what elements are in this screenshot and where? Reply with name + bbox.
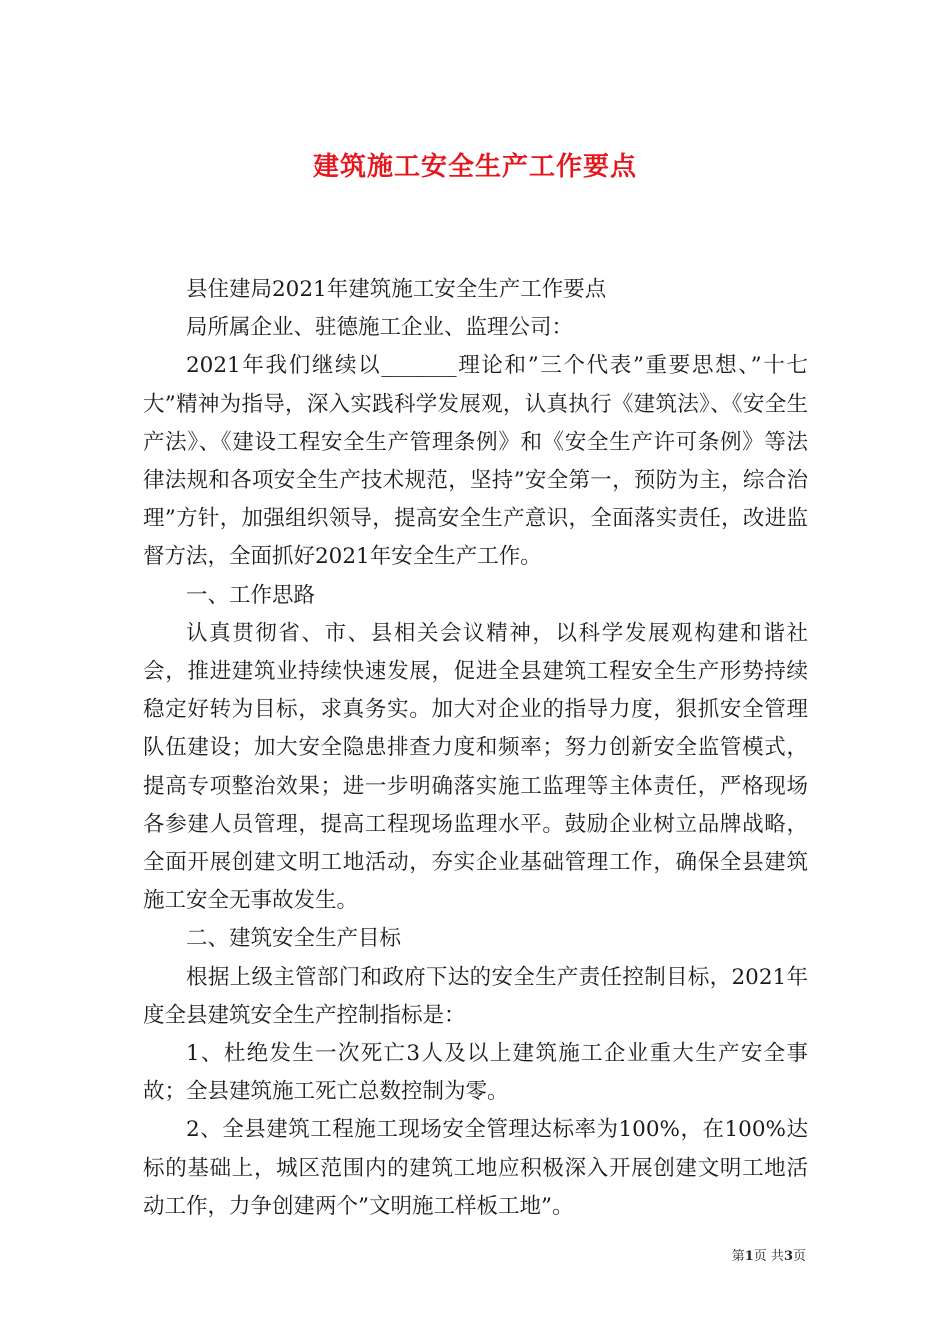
document-body: [143, 271, 808, 1226]
page-footer: [732, 1248, 806, 1266]
footer-suffix: 页: [792, 1249, 806, 1264]
section-paragraph-2: 根据上级主管部门和政府下达的安全生产责任控制目标，2021年度全县建筑安全生产控制指标是：: [143, 964, 808, 1028]
current-page-number: 1: [744, 1249, 754, 1264]
goal-item-2: 2、全县建筑工程施工现场安全管理达标率为100%，在100%达标的基础上，城区范围内的建筑工地应积极深入开展创建文明工地活动工作，力争创建两个”文明施工样板工地”。: [143, 1117, 808, 1219]
footer-prefix: 第: [731, 1249, 745, 1264]
total-page-number: 3: [783, 1249, 793, 1264]
footer-middle: 页 共: [753, 1249, 784, 1264]
document-title: 建筑施工安全生产工作要点: [312, 152, 637, 183]
intro-paragraph: 2021年我们继续以_______理论和”三个代表”重要思想、”十七大”精神为指导，深入实践科学发展观，认真执行《建筑法》、《安全生产法》、《建设工程安全生产管理条例》和《安全生产许可条例》等法律法规和各项安全生产技术规范，坚持”安全第一，预防为主，综合治理”方针，加强组织领导，提高安全生产意识，全面落实责任，改进监督方法，全面抓好2021年安全生产工作。: [143, 353, 808, 570]
goal-item-1: 1、杜绝发生一次死亡3人及以上建筑施工企业重大生产安全事故；全县建筑施工死亡总数控制为零。: [143, 1041, 808, 1105]
section-heading-1: 一、工作思路: [186, 582, 316, 608]
section-paragraph-1: 认真贯彻省、市、县相关会议精神，以科学发展观构建和谐社会，推进建筑业持续快速发展，促进全县建筑工程安全生产形势持续稳定好转为目标，求真务实。加大对企业的指导力度，狠抓安全管理队伍建设；加大安全隐患排查力度和频率；努力创新安全监管模式，提高专项整治效果；进一步明确落实施工监理等主体责任，严格现场各参建人员管理，提高工程现场监理水平。鼓励企业树立品牌战略，全面开展创建文明工地活动，夯实企业基础管理工作，确保全县建筑施工安全无事故发生。: [143, 620, 808, 914]
heading-line: 县住建局2021年建筑施工安全生产工作要点: [186, 277, 607, 302]
addressee-line: 局所属企业、驻德施工企业、监理公司：: [186, 315, 574, 341]
section-heading-2: 二、建筑安全生产目标: [186, 926, 402, 952]
